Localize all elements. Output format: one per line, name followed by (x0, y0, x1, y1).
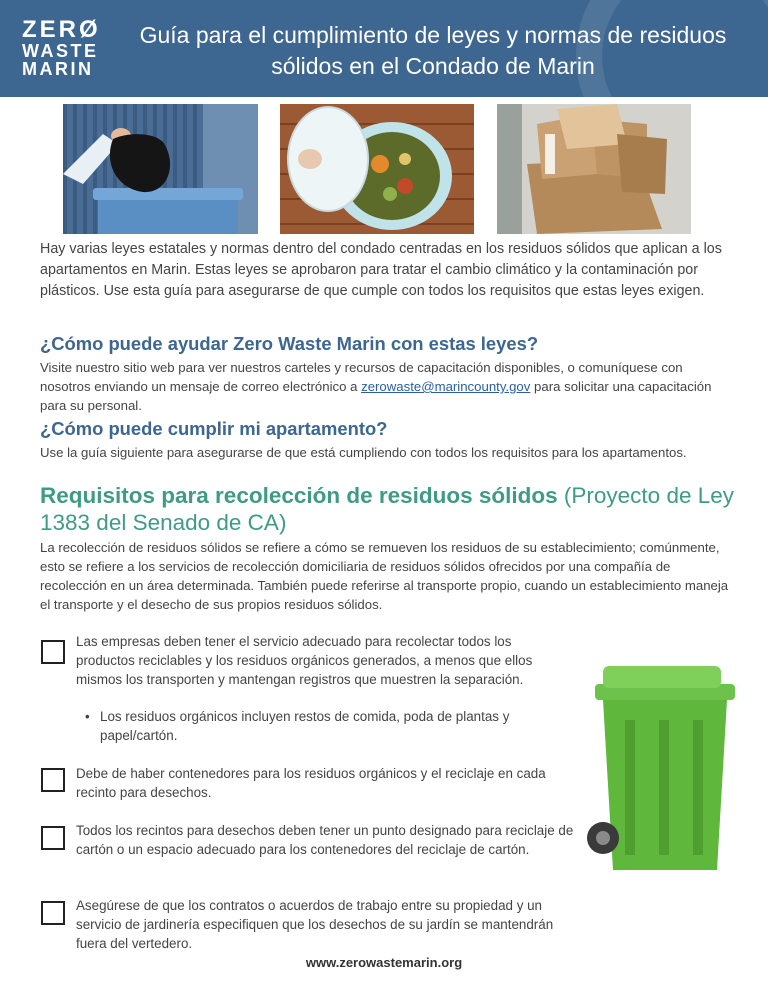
checkbox-1[interactable] (41, 640, 65, 664)
zero-waste-marin-logo[interactable] (22, 18, 101, 78)
page-title: Guía para el cumplimiento de leyes y normas de residuos sólidos en el Condado de Marin (139, 22, 727, 79)
compost-bin-photo (280, 104, 474, 234)
green-bin-image (585, 660, 745, 880)
logo-line-2: WASTE (22, 41, 99, 61)
page-header (0, 0, 768, 97)
comply-heading: ¿Cómo puede cumplir mi apartamento? (40, 418, 388, 439)
bullet-dot: • (85, 709, 90, 724)
trash-bag-photo (63, 104, 258, 234)
requirements-heading (40, 482, 740, 536)
requirement-item-1: Las empresas deben tener el servicio adecuado para recolectar todos los productos reciclables y los residuos orgánicos generados, a menos que ellos mismos los transporten y mantengan registros que muestren la separación. (76, 634, 533, 687)
help-heading: ¿Cómo puede ayudar Zero Waste Marin con estas leyes? (40, 333, 539, 354)
requirements-heading-rest: (Proyecto de Ley 1383 del Senado de CA) (40, 483, 734, 535)
intro-paragraph: Hay varias leyes estatales y normas dentro del condado centradas en los residuos sólidos que aplican a los apartamentos en Marin. Estas leyes se aprobaron para tratar el cambio climático y la contaminación por plásticos. Use esta guía para asegurarse de que cumple con todos los requisitos que estas leyes exigen. (40, 241, 722, 299)
logo-line-3: MARIN (22, 59, 94, 79)
logo-line-1: ZERØ (22, 16, 101, 43)
checkbox-4[interactable] (41, 901, 65, 925)
requirements-intro: La recolección de residuos sólidos se refiere a cómo se remueven los residuos de su establecimiento; comúnmente, esto se refiere a los servicios de recolección domiciliaria de residuos sólidos ofrecidos por una compañía de recolección en un área determinada. También puede referirse al transporte propio, cuando un establecimiento maneja el transporte y el desecho de sus propios residuos sólidos. (40, 540, 729, 612)
requirement-item-4: Asegúrese de que los contratos o acuerdos de trabajo entre su propiedad y un servicio de jardinería especifiquen que los desechos de su jardín se mantendrán fuera del vertedero. (76, 898, 554, 951)
checkbox-2[interactable] (41, 768, 65, 792)
requirement-item-2: Debe de haber contenedores para los residuos orgánicos y el reciclaje en cada recinto para desechos. (76, 766, 546, 800)
requirements-heading-bold: Requisitos para recolección de residuos sólidos (40, 483, 558, 508)
help-paragraph (40, 358, 730, 415)
checkbox-3[interactable] (41, 826, 65, 850)
requirement-item-3: Todos los recintos para desechos deben tener un punto designado para reciclaje de cartón o un espacio adecuado para los contenedores del reciclaje de cartón. (76, 823, 574, 857)
organic-waste-bullet: Los residuos orgánicos incluyen restos de comida, poda de plantas y papel/cartón. (100, 709, 510, 743)
comply-paragraph: Use la guía siguiente para asegurarse de que está cumpliendo con todos los requisitos para los apartamentos. (40, 445, 687, 460)
help-text-after: para solicitar una capacitación para su personal. (40, 379, 712, 413)
cardboard-boxes-photo (497, 104, 691, 234)
website-footer[interactable]: www.zerowastemarin.org (305, 955, 463, 970)
help-text-before: Visite nuestro sitio web para ver nuestros carteles y recursos de capacitación disponibles, o comuníquese con nosotros enviando un mensaje de correo electrónico a (40, 360, 683, 394)
email-link[interactable]: zerowaste@marincounty.gov (361, 379, 531, 394)
